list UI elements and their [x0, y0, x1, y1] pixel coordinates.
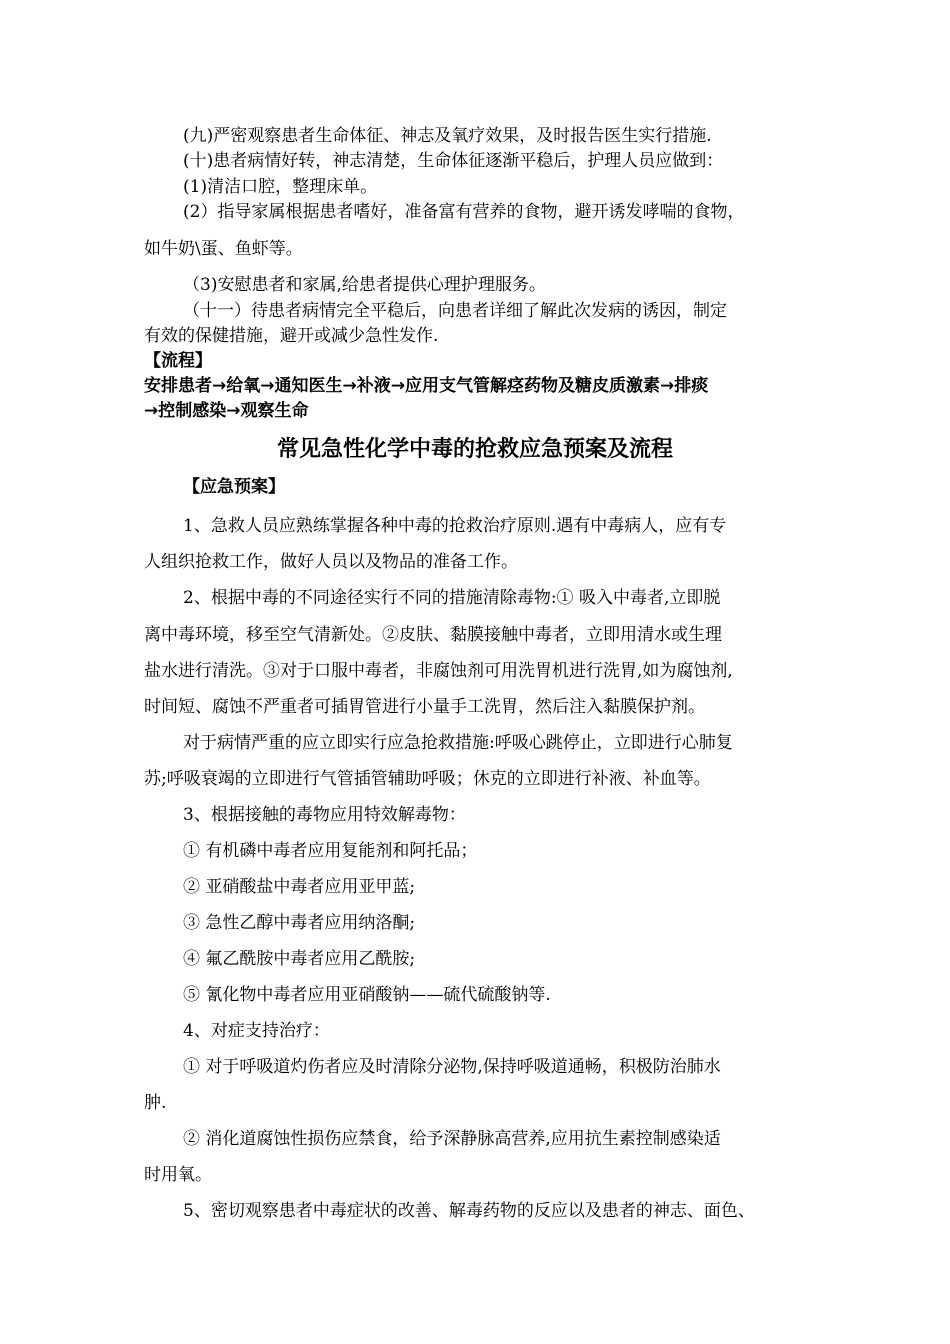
paragraph-5: 4、对症支持治疗： [183, 1021, 330, 1041]
flow-line-1: 安排患者→给氧→通知医生→补液→应用支气管解痉药物及糖皮质激素→排痰 [144, 376, 709, 396]
flow-heading: 【流程】 [144, 351, 212, 371]
section-title: 常见急性化学中毒的抢救应急预案及流程 [276, 437, 673, 462]
paragraph-1-line-1: 1、急救人员应熟练掌握各种中毒的抢救治疗原则.遇有中毒病人，应有专 [183, 516, 727, 536]
antidote-item-1: ① 有机磷中毒者应用复能剂和阿托品； [183, 841, 478, 861]
support-item-1-line-1: ① 对于呼吸道灼伤者应及时清除分泌物,保持呼吸道通畅，积极防治肺水 [183, 1057, 721, 1077]
plan-heading: 【应急预案】 [183, 477, 285, 497]
sub-item-2-line-1: (2）指导家属根据患者嗜好，准备富有营养的食物，避开诱发哮喘的食物， [183, 202, 745, 222]
paragraph-1-line-2: 人组织抢救工作，做好人员以及物品的准备工作。 [144, 552, 518, 572]
sub-item-2-line-2: 如牛奶\蛋、鱼虾等。 [144, 239, 303, 259]
item-10: (十)患者病情好转，神志清楚，生命体征逐渐平稳后，护理人员应做到： [183, 151, 724, 171]
sub-item-1: (1)清洁口腔，整理床单。 [183, 177, 378, 197]
antidote-item-2: ② 亚硝酸盐中毒者应用亚甲蓝; [183, 877, 416, 897]
item-11-line-2: 有效的保健措施，避开或减少急性发作. [144, 326, 439, 346]
item-11-line-1: （十一）待患者病情完全平稳后，向患者详细了解此次发病的诱因，制定 [183, 301, 727, 321]
paragraph-6: 5、密切观察患者中毒症状的改善、解毒药物的反应以及患者的神志、面色、 [183, 1201, 755, 1221]
sub-item-3: （3)安慰患者和家属,给患者提供心理护理服务。 [183, 275, 546, 295]
paragraph-4: 3、根据接触的毒物应用特效解毒物： [183, 805, 466, 825]
flow-line-2: →控制感染→观察生命 [144, 401, 309, 421]
paragraph-3-line-1: 对于病情严重的应立即实行应急抢救措施:呼吸心跳停止，立即进行心肺复 [183, 733, 733, 753]
paragraph-2-line-1: 2、根据中毒的不同途径实行不同的措施清除毒物:① 吸入中毒者,立即脱 [183, 588, 721, 608]
support-item-2-line-1: ② 消化道腐蚀性损伤应禁食，给予深静脉高营养,应用抗生素控制感染适 [183, 1129, 721, 1149]
paragraph-2-line-2: 离中毒环境，移至空气清新处。②皮肤、黏膜接触中毒者，立即用清水或生理 [144, 625, 722, 645]
support-item-1-line-2: 肿. [144, 1093, 167, 1113]
paragraph-2-line-3: 盐水进行清洗。③对于口服中毒者，非腐蚀剂可用洗胃机进行洗胃,如为腐蚀剂, [144, 661, 733, 681]
antidote-item-5: ⑤ 氰化物中毒者应用亚硝酸钠——硫代硫酸钠等. [183, 985, 551, 1005]
paragraph-3-line-2: 苏;呼吸衰竭的立即进行气管插管辅助呼吸；休克的立即进行补液、补血等。 [144, 769, 711, 789]
antidote-item-4: ④ 氟乙酰胺中毒者应用乙酰胺; [183, 949, 416, 969]
antidote-item-3: ③ 急性乙醇中毒者应用纳洛酮; [183, 913, 416, 933]
item-9: (九)严密观察患者生命体征、神志及氧疗效果，及时报告医生实行措施. [183, 126, 712, 146]
support-item-2-line-2: 时用氧。 [144, 1165, 212, 1185]
paragraph-2-line-4: 时间短、腐蚀不严重者可插胃管进行小量手工洗胃，然后注入黏膜保护剂。 [144, 697, 705, 717]
